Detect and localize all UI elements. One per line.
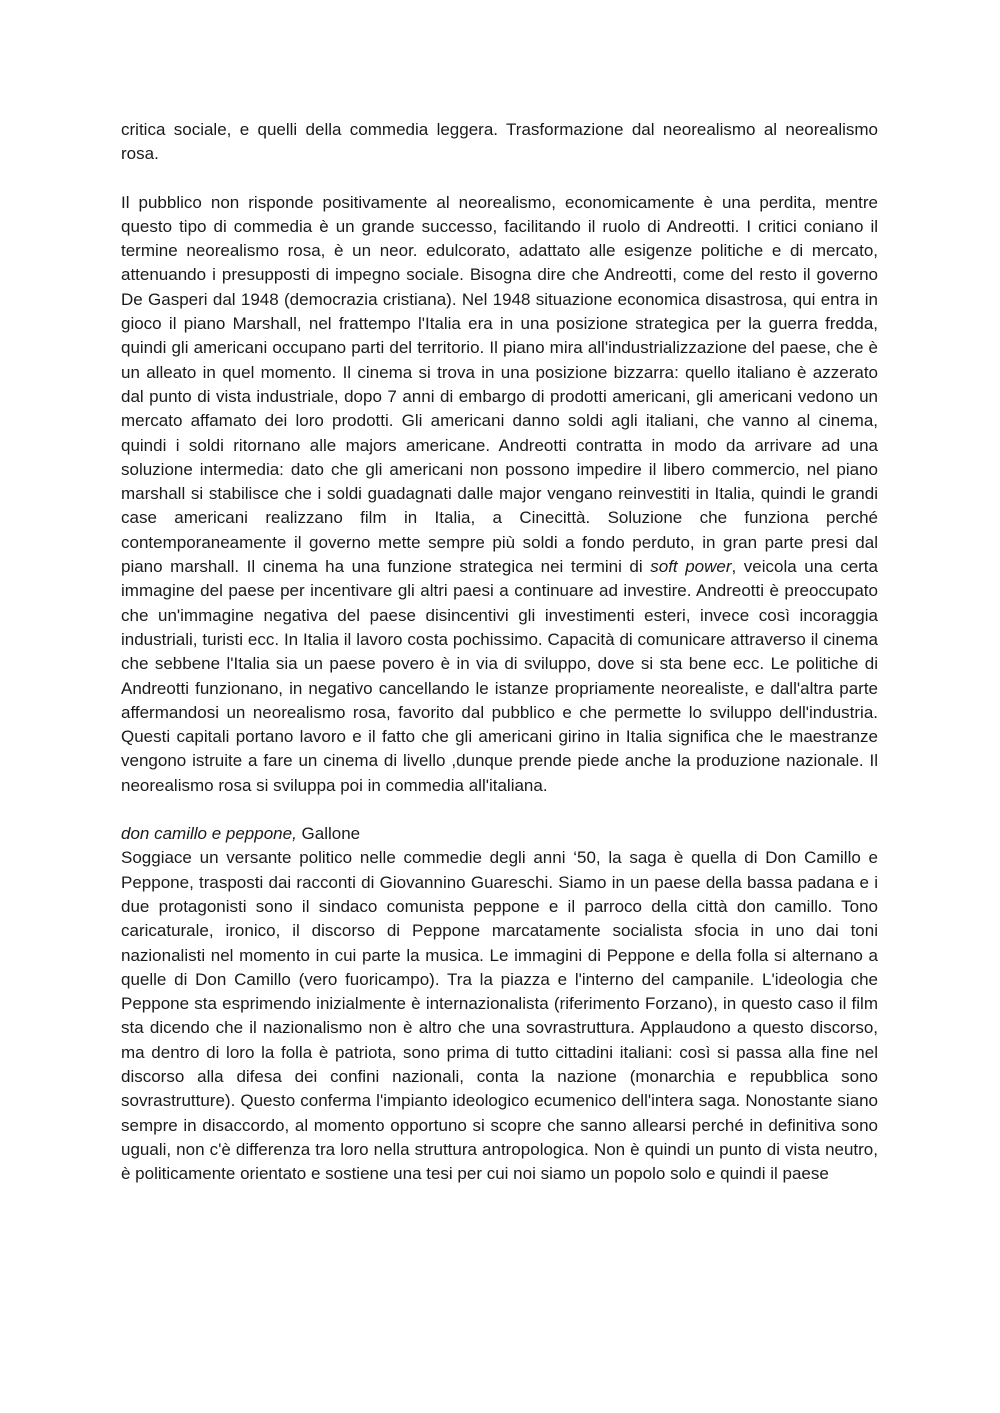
paragraph-neorealismo-rosa [121, 191, 878, 798]
paragraph-spacer [121, 167, 878, 191]
paragraph-text: , veicola una certa immagine del paese per incentivare gli altri paesi a continuare ad investire. Andreotti è preoccupato che un'immagine negativa del paese disincentivi gli investimenti esteri, invece così incoraggia industriali, turisti ecc. In Italia il lavoro costa pochissimo. Capacità di comunicare attraverso il cinema che sebbene l'Italia sia un paese povero è in via di sviluppo, dove si sta bene ecc. Le politiche di Andreotti funzionano, in negativo cancellando le istanze propriamente neorealiste, e dall'altra parte affermandosi un neorealismo rosa, favorito dal pubblico e che permette lo sviluppo dell'industria. Questi capitali portano lavoro e il fatto che gli americani girino in Italia significa che le maestranze vengono istruite a fare un cinema di livello ,dunque prende piede anche la produzione nazionale. Il neorealismo rosa si sviluppa poi in commedia all'italiana. [121, 557, 878, 795]
film-director: Gallone [296, 824, 361, 844]
document-page [121, 118, 878, 1186]
paragraph-don-camillo: Soggiace un versante politico nelle commedie degli anni ‘50, la saga è quella di Don Camillo e Peppone, trasposti dai racconti di Giovannino Guareschi. Siamo in un paese della bassa padana e i due protagonisti sono il sindaco comunista peppone e il parroco della città don camillo. Tono caricaturale, ironico, il discorso di Peppone marcatamente socialista sfocia in uno dai toni nazionalisti nel momento in cui parte la musica. Le immagini di Peppone e della folla si alternano a quelle di Don Camillo (vero fuoricampo). Tra la piazza e l'interno del campanile. L'ideologia che Peppone sta esprimendo inizialmente è internazionalista (riferimento Forzano), in questo caso il film sta dicendo che il nazionalismo non è altro che una sovrastruttura. Applaudono a questo discorso, ma dentro di loro la folla è patriota, sono prima di tutto cittadini italiani: così si passa alla fine nel discorso alla difesa dei confini nazionali, conta la nazione (monarchia e repubblica sono sovrastrutture). Questo conferma l'impianto ideologico ecumenico dell'intera saga. Nonostante siano sempre in disaccordo, al momento opportuno si scopre che sanno allearsi perché in definitiva sono uguali, non c'è differenza tra loro nella struttura antropologica. Non è quindi un punto di vista neutro, è politicamente orientato e sostiene una tesi per cui noi siamo un popolo solo e quindi il paese [121, 848, 878, 1184]
paragraph-intro: critica sociale, e quelli della commedia leggera. Trasformazione dal neorealismo al neorealismo rosa. [121, 120, 878, 164]
paragraph-spacer [121, 798, 878, 822]
italic-term: soft power [650, 557, 732, 577]
paragraph-text: Il pubblico non risponde positivamente al neorealismo, economicamente è una perdita, mentre questo tipo di commedia è un grande successo, facilitando il ruolo di Andreotti. I critici coniano il termine neorealismo rosa, è un neor. edulcorato, adattato alle esigenze politiche e di mercato, attenuando i presupposti di impegno sociale. Bisogna dire che Andreotti, come del resto il governo De Gasperi dal 1948 (democrazia cristiana). Nel 1948 situazione economica disastrosa, qui entra in gioco il piano Marshall, nel frattempo l'Italia era in una posizione strategica per la guerra fredda, quindi gli americani occupano parti del territorio. Il piano mira all'industrializzazione del paese, che è un alleato in quel momento. Il cinema si trova in una posizione bizzarra: quello italiano è azzerato dal punto di vista industriale, dopo 7 anni di embargo di prodotti americani, gli americani vedono un mercato affamato dei loro prodotti. Gli americani danno soldi agli italiani, che vanno al cinema, quindi i soldi ritornano alle majors americane. Andreotti contratta in modo da arrivare ad una soluzione intermedia: dato che gli americani non possono impedire il libero commercio, nel piano marshall si stabilisce che i soldi guadagnati dalle major vengano reinvestiti in Italia, quindi le grandi case americani realizzano film in Italia, a Cinecittà. Soluzione che funziona perché contemporaneamente il governo mette sempre più soldi a fondo perduto, in gran parte presi dal piano marshall. Il cinema ha una funzione strategica nei termini di [121, 192, 878, 577]
section-heading [121, 822, 878, 846]
film-title: don camillo e peppone, [121, 824, 297, 844]
